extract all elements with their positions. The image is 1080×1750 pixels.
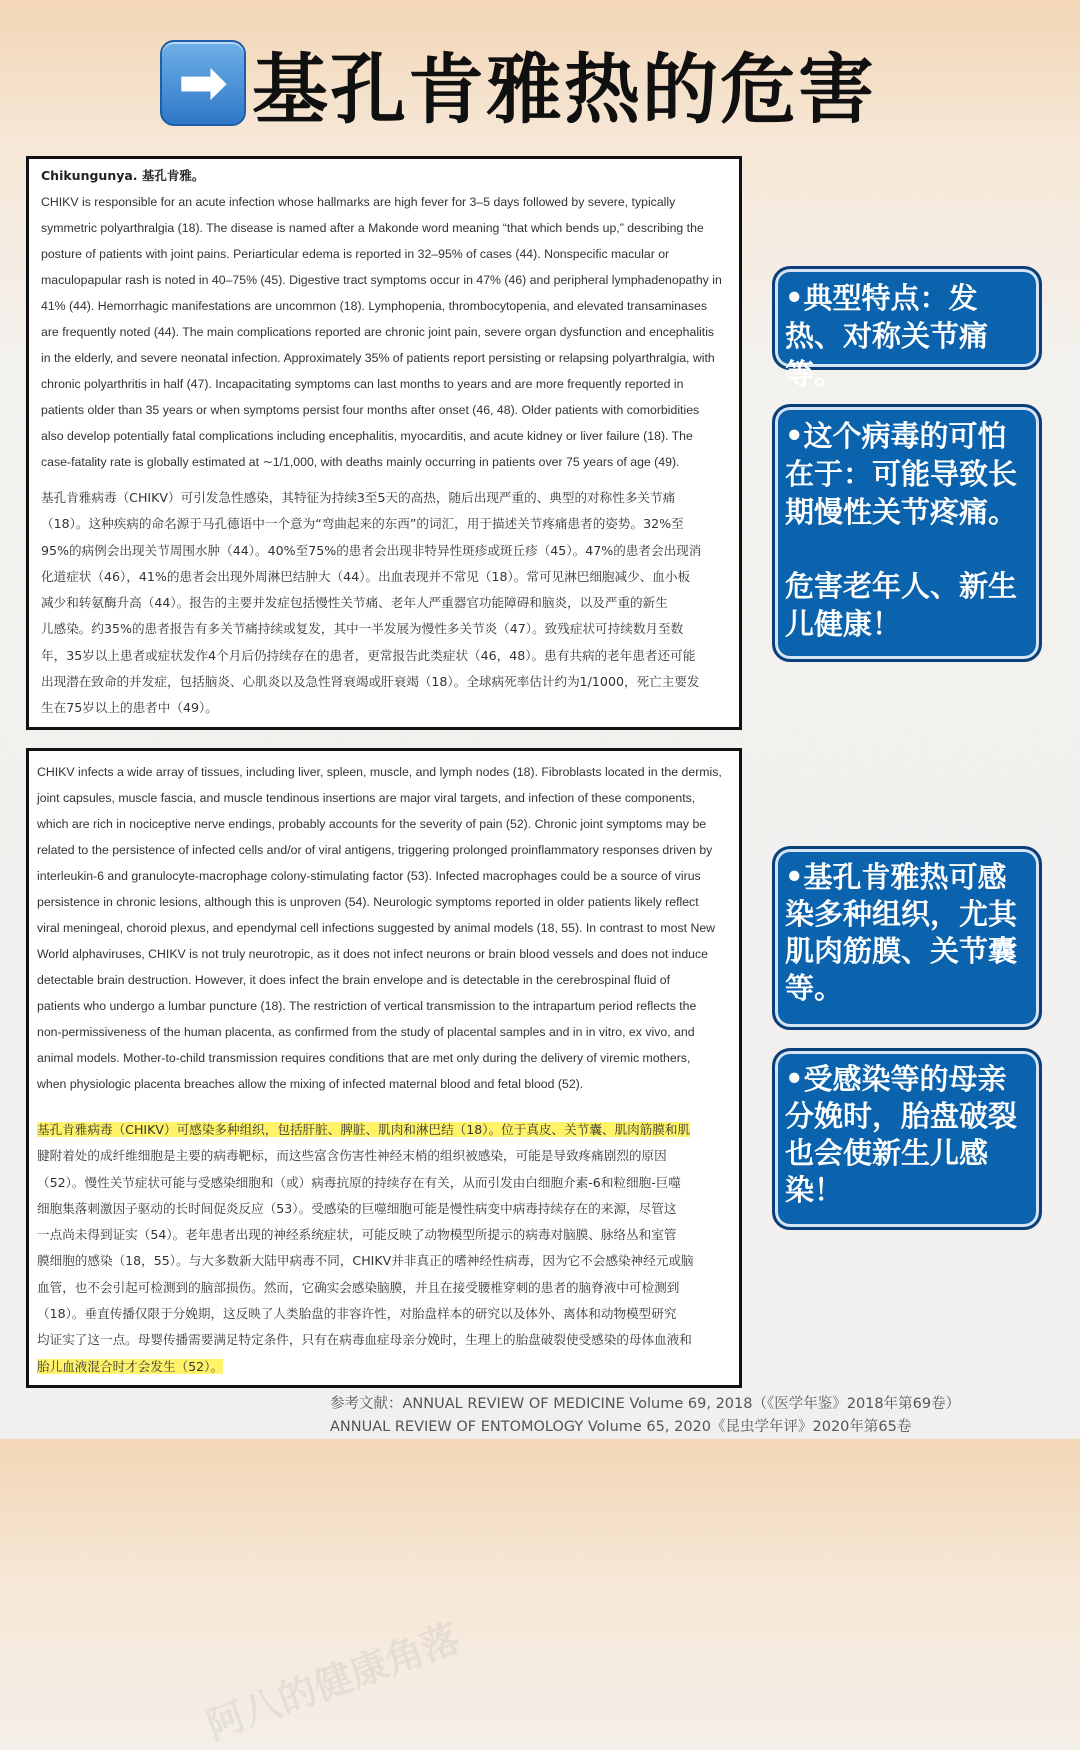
- panel1-heading: Chikungunya. 基孔肯雅。: [41, 168, 205, 183]
- text-line: 腱附着处的成纤维细胞是主要的病毒靶标，而这些富含伤害性神经末梢的组织被感染，可能是导致疼痛剧烈的原因: [37, 1148, 667, 1164]
- text-line: animal models. Mother-to-child transmission requires conditions that are met only during the delivery of viremic mothers,: [37, 1051, 691, 1065]
- text-line: 膜细胞的感染（18，55）。与大多数新大陆甲病毒不同，CHIKV并非真正的嗜神经性病毒，因为它不会感染神经元或脑: [37, 1253, 694, 1269]
- summary-card-chronic-pain: [772, 404, 1042, 662]
- card-text: •受感染等的母亲分娩时，胎盘破裂也会使新生儿感染！: [785, 1062, 1018, 1207]
- summary-card-symptoms: [772, 266, 1042, 391]
- text-line: in the elderly, and severe neonatal infection. Approximately 35% of patients report persisting or relapsing polyarthralgia, with: [41, 351, 715, 365]
- text-line: World alphaviruses, CHIKV is not truly neurotropic, as it does not infect neurons or brain blood vessels and does not induce: [37, 947, 709, 961]
- text-line: which are rich in nociceptive nerve endings, probably accounts for the severity of pain (52). Chronic joint symptoms may be: [37, 817, 707, 831]
- excerpt-panel-1: [26, 156, 742, 730]
- text-line: when physiologic placenta breaches allow the mixing of infected maternal blood and fetal blood (52).: [37, 1077, 584, 1091]
- text-line: non-permissiveness of the human placenta, as confirmed from the study of placental samples and in in vitro, ex vivo, and: [37, 1025, 695, 1039]
- text-line: case-fatality rate is globally estimated at ∼1/1,000, with deaths mainly occurring in patients over 75 years of age (49).: [41, 455, 680, 469]
- text-line: joint capsules, muscle fascia, and muscle tendinous insertions are major viral targets, and infection of these components,: [37, 791, 696, 805]
- text-line: posture of patients with joint pains. Periarticular edema is reported in 32–95% of cases (44). Nonspecific macular or: [41, 247, 670, 261]
- panel2-chinese-text: [37, 1117, 739, 1380]
- highlighted-text: 胎儿血液混合时才会发生（52）。: [37, 1358, 224, 1374]
- text-line: 出现潜在致命的并发症，包括脑炎、心肌炎以及急性肾衰竭或肝衰竭（18）。全球病死率估计约为1/1000，死亡主要发: [41, 674, 700, 690]
- summary-card-tissues: [772, 846, 1042, 1030]
- card-text: •典型特点：发热、对称关节痛等。: [785, 281, 989, 391]
- text-line: symmetric polyarthralgia (18). The disease is named after a Makonde word meaning “that which bends up,” describing the: [41, 221, 704, 235]
- watermark: 阿八的健康角落: [200, 1615, 466, 1748]
- card-text: •基孔肯雅热可感染多种组织，尤其肌肉筋膜、关节囊等。: [785, 860, 1018, 1005]
- text-line: persistence in chronic lesions, although this is unproven (54). Neurologic symptoms reported in older patients likely reflect: [37, 895, 699, 909]
- text-line: 95%的病例会出现关节周围水肿（44）。40%至75%的患者会出现非特异性斑疹或斑丘疹（45）。47%的患者会出现消: [41, 542, 702, 558]
- card-text: •这个病毒的可怕在于：可能导致长期慢性关节疼痛。: [785, 419, 1018, 529]
- references-footer: [330, 1393, 1070, 1439]
- title-text: 基孔肯雅热的危害: [252, 44, 876, 134]
- page-title: [160, 38, 876, 134]
- text-line: （18）。这种疾病的命名源于马孔德语中一个意为“弯曲起来的东西”的词汇，用于描述关节疼痛患者的姿势。32%至: [41, 516, 684, 532]
- text-line: 减少和转氨酶升高（44）。报告的主要并发症包括慢性关节痛、老年人严重器官功能障碍和脑炎，以及严重的新生: [41, 595, 668, 611]
- text-line: 化道症状（46），41%的患者会出现外周淋巴结肿大（44）。出血表现并不常见（18）。常可见淋巴细胞减少、血小板: [41, 568, 691, 584]
- text-line: [37, 1354, 739, 1380]
- text-line: interleukin-6 and granulocyte-macrophage colony-stimulating factor (53). Infected macrophages could be a source of virus: [37, 869, 701, 883]
- text-line: 41% (44). Hemorrhagic manifestations are uncommon (18). Lymphopenia, thrombocytopenia, and elevated transaminases: [41, 299, 707, 313]
- highlighted-text: 基孔肯雅病毒（CHIKV）可感染多种组织，包括肝脏、脾脏、肌肉和淋巴结（18）。位于真皮、关节囊、肌肉筋膜和肌: [37, 1122, 691, 1137]
- text-line: patients who undergo a lumbar puncture (18). The restriction of vertical transmission to the intrapartum period reflects the: [37, 999, 697, 1013]
- text-line: 细胞集落刺激因子驱动的长时间促炎反应（53）。受感染的巨噬细胞可能是慢性病变中病毒持续存在的来源，尽管这: [37, 1200, 677, 1216]
- text-line: viral meningeal, choroid plexus, and ependymal cell infections suggested by animal models (18, 55). In contrast to most New: [37, 921, 716, 935]
- text-line: 一点尚未得到证实（54）。老年患者出现的神经系统症状，可能反映了动物模型所提示的病毒对脑膜、脉络丛和室管: [37, 1227, 677, 1243]
- right-arrow-icon: ➡: [160, 40, 246, 126]
- summary-card-neonatal: [772, 1048, 1042, 1230]
- text-line: detectable brain destruction. However, it does infect the brain envelope and is detectable in the cerebrospinal fluid of: [37, 973, 671, 987]
- text-line: maculopapular rash is noted in 40–75% (45). Digestive tract symptoms occur in 47% (46) and peripheral lymphadenopathy in: [41, 273, 722, 287]
- text-line: chronic polyarthritis in half (47). Incapacitating symptoms can last months to years and are more frequently reported in: [41, 377, 684, 391]
- text-line: CHIKV infects a wide array of tissues, including liver, spleen, muscle, and lymph nodes (18). Fibroblasts located in the dermis,: [37, 765, 722, 779]
- text-line: are frequently noted (44). The main complications reported are chronic joint pain, severe organ dysfunction and encephalitis: [41, 325, 715, 339]
- text-line: （18）。垂直传播仅限于分娩期，这反映了人类胎盘的非容许性，对胎盘样本的研究以及体外、离体和动物模型研究: [37, 1306, 677, 1322]
- panel2-english-text: [37, 759, 739, 1097]
- text-line: CHIKV is responsible for an acute infection whose hallmarks are high fever for 3–5 days followed by severe, typically: [41, 195, 676, 209]
- text-line: 均证实了这一点。母婴传播需要满足特定条件，只有在病毒血症母亲分娩时，生理上的胎盘破裂使受感染的母体血液和: [37, 1332, 692, 1348]
- text-line: 年，35岁以上患者或症状发作4个月后仍持续存在的患者，更常报告此类症状（46，48）。患有共病的老年患者还可能: [41, 647, 696, 663]
- text-line: patients older than 35 years or when symptoms persist four months after onset (46, 48). Older patients with comorbidities: [41, 403, 700, 417]
- card-text: 危害老年人、新生儿健康！: [785, 569, 1018, 641]
- text-line: 血管，也不会引起可检测到的脑部损伤。然而，它确实会感染脑膜，并且在接受腰椎穿刺的患者的脑脊液中可检测到: [37, 1279, 680, 1295]
- reference-line: 参考文献：ANNUAL REVIEW OF MEDICINE Volume 69, 2018（《医学年鉴》2018年第69卷）: [330, 1396, 961, 1412]
- reference-line: ANNUAL REVIEW OF ENTOMOLOGY Volume 65, 2020《昆虫学年评》2020年第65卷: [330, 1419, 912, 1435]
- text-line: 生在75岁以上的患者中（49）。: [41, 700, 218, 716]
- text-line: also develop potentially fatal complications including encephalitis, myocarditis, and acute kidney or liver failure (18). The: [41, 429, 693, 443]
- panel1-chinese-text: [41, 485, 733, 722]
- text-line: 儿感染。约35%的患者报告有多关节痛持续或复发，其中一半发展为慢性多关节炎（47）。致残症状可持续数月至数: [41, 621, 684, 637]
- text-line: （52）。慢性关节症状可能与受感染细胞和（或）病毒抗原的持续存在有关，从而引发由白细胞介素-6和粒细胞-巨噬: [37, 1174, 681, 1190]
- text-line: [37, 1117, 739, 1143]
- text-line: related to the persistence of infected cells and/or of viral antigens, triggering prolonged proinflammatory responses driven by: [37, 843, 713, 857]
- panel1-english-text: [41, 189, 731, 475]
- text-line: 基孔肯雅病毒（CHIKV）可引发急性感染，其特征为持续3至5天的高热，随后出现严重的、典型的对称性多关节痛: [41, 490, 676, 505]
